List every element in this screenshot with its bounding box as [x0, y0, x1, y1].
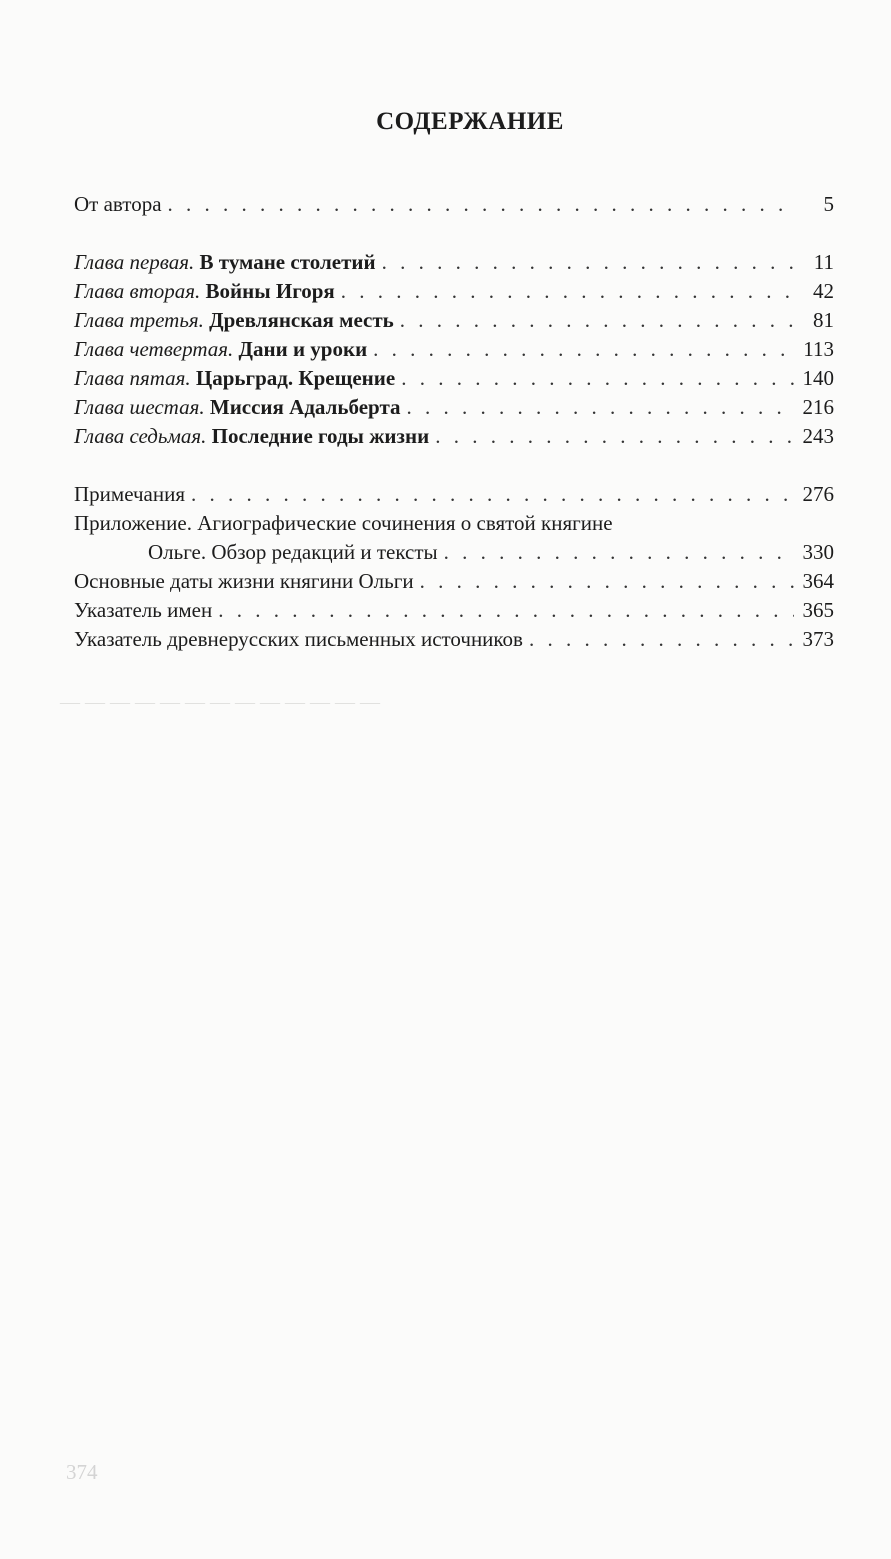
toc-entry-dates[interactable] [74, 567, 834, 596]
leader-dots [444, 538, 794, 567]
page-number: 11 [813, 250, 834, 274]
page-number: 5 [823, 192, 834, 216]
chapter-label: Глава третья. [74, 308, 204, 332]
toc-entry-notes[interactable] [74, 480, 834, 509]
show-through-text: — — — — — — — — — — — — — [60, 691, 380, 713]
chapter-label: Глава вторая. [74, 279, 201, 303]
entry-title: Указатель древнерусских письменных источников [74, 627, 523, 651]
chapter-label: Глава первая. [74, 250, 195, 274]
page-number: 140 [802, 366, 834, 390]
chapter-title: В тумане столетий [199, 250, 376, 274]
toc-entry-chapter-6[interactable] [74, 393, 834, 422]
page-number: 42 [813, 279, 834, 303]
leader-dots [420, 567, 794, 596]
chapter-label: Глава седьмая. [74, 424, 207, 448]
leader-dots [400, 306, 794, 335]
chapter-label: Глава шестая. [74, 395, 205, 419]
toc-entry-chapter-5[interactable] [74, 364, 834, 393]
leader-dots [341, 277, 794, 306]
page-number: 216 [802, 395, 834, 419]
page-number: 330 [802, 540, 834, 564]
chapter-label: Глава пятая. [74, 366, 191, 390]
table-of-contents [74, 190, 834, 654]
toc-entry-chapter-4[interactable] [74, 335, 834, 364]
entry-title: Основные даты жизни княгини Ольги [74, 569, 414, 593]
page-number: 113 [803, 337, 834, 361]
leader-dots [168, 190, 794, 219]
page-number: 276 [802, 482, 834, 506]
leader-dots [529, 625, 794, 654]
chapter-title: Войны Игоря [205, 279, 335, 303]
toc-entry-appendix-line-2[interactable] [74, 538, 834, 567]
toc-entry-chapter-2[interactable] [74, 277, 834, 306]
toc-entry-preface[interactable] [74, 190, 834, 219]
leader-dots [435, 422, 794, 451]
page-title: СОДЕРЖАНИЕ [376, 108, 564, 135]
entry-title-continuation: Ольге. Обзор редакций и тексты [148, 540, 438, 564]
page-folio-number: 374 [66, 1460, 98, 1484]
toc-entry-appendix-line-1[interactable] [74, 509, 834, 538]
toc-entry-chapter-7[interactable] [74, 422, 834, 451]
toc-entry-name-index[interactable] [74, 596, 834, 625]
leader-dots [401, 364, 794, 393]
leader-dots [191, 480, 794, 509]
chapter-title: Миссия Адальберта [209, 395, 401, 419]
toc-entry-chapter-3[interactable] [74, 306, 834, 335]
page-number: 365 [802, 598, 834, 622]
entry-title: От автора [74, 192, 162, 216]
toc-entry-sources-index[interactable] [74, 625, 834, 654]
entry-title: Указатель имен [74, 598, 213, 622]
leader-dots [373, 335, 794, 364]
page-number: 81 [813, 308, 834, 332]
chapter-title: Царьград. Крещение [195, 366, 396, 390]
page-number: 243 [802, 424, 834, 448]
entry-title: Примечания [74, 482, 186, 506]
page-number: 373 [802, 627, 834, 651]
entry-title: Приложение. Агиографические сочинения о святой княгине [74, 511, 613, 535]
page-number: 364 [802, 569, 834, 593]
leader-dots [382, 248, 794, 277]
chapter-title: Древлянская месть [209, 308, 394, 332]
chapter-title: Последние годы жизни [211, 424, 430, 448]
toc-entry-chapter-1[interactable] [74, 248, 834, 277]
chapter-title: Дани и уроки [238, 337, 368, 361]
leader-dots [218, 596, 794, 625]
chapter-label: Глава четвертая. [74, 337, 234, 361]
leader-dots [407, 393, 794, 422]
